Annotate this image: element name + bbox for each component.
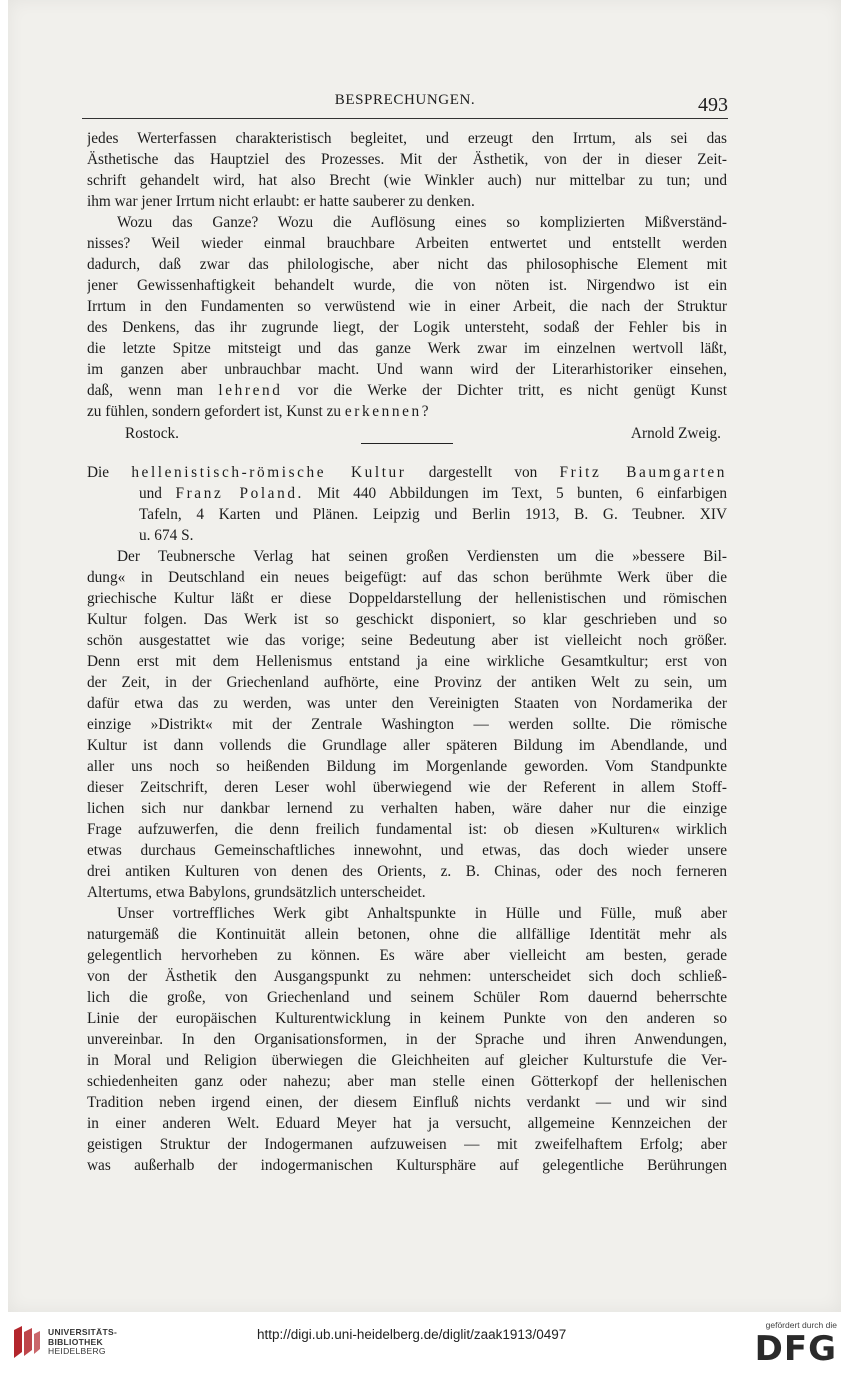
spaced-emphasis: erkennen? <box>344 403 432 420</box>
text-line: Linie der europäischen Kulturentwicklung in keinem Punkte von den anderen so <box>87 1010 727 1027</box>
text-line: Kultur folgen. Das Werk ist so geschickt disponiert, so klar geschrieben und so <box>87 611 727 628</box>
text-span: Mit 440 Abbildungen im Text, 5 bunten, 6 einfarbigen <box>304 485 727 502</box>
text-line: griechische Kultur läßt er diese Doppeldarstellung der hellenistischen und römischen <box>87 590 727 607</box>
funding-caption: gefördert durch die <box>765 1320 837 1330</box>
text-line: aller uns noch so heißenden Bildung im Morgenlande geworden. Vom Standpunkte <box>87 758 727 775</box>
text-line: schrift gehandelt wird, hat also Brecht (wie Winkler auch) nur mittelbar zu tun; und <box>87 172 727 189</box>
text-line: Wozu das Ganze? Wozu die Auflösung eines so komplizierten Mißverständ- <box>117 214 727 231</box>
text-line: jener Gewissenhaftigkeit behandelt wurde, die von nöten ist. Nirgendwo ist ein <box>87 277 727 294</box>
scanned-page <box>8 0 841 1312</box>
text-line: dadurch, daß zwar das philologische, aber nicht das philosophische Element mit <box>87 256 727 273</box>
text-line: naturgemäß die Kontinuität allein betonen, ohne die allfällige Identität mehr als <box>87 926 727 943</box>
review-heading-line: Tafeln, 4 Karten und Plänen. Leipzig und Berlin 1913, B. G. Teubner. XIV <box>139 506 727 523</box>
text-line: die letzte Spitze mitsteigt und das ganze Werk zwar im einzelnen wertvoll läßt, <box>87 340 727 357</box>
signature-author: Arnold Zweig. <box>630 425 721 442</box>
text-span: Die <box>87 464 132 481</box>
text-line: Ästhetische das Hauptziel des Prozesses. Mit der Ästhetik, von der in dieser Zeit- <box>87 151 727 168</box>
text-span: dargestellt von <box>406 464 560 481</box>
signature-place: Rostock. <box>125 425 179 442</box>
text-line: des Denkens, das ihr zugrunde liegt, der Logik untersteht, sodaß der Fehler bis in <box>87 319 727 336</box>
text-line: Der Teubnersche Verlag hat seinen großen Verdiensten um die »bessere Bil- <box>117 548 727 565</box>
text-line: einzige »Distrikt« mit der Zentrale Washington — werden sollte. Die römische <box>87 716 727 733</box>
text-line: Altertums, etwa Babylons, grundsätzlich unterscheidet. <box>87 884 426 901</box>
review-heading-line <box>87 483 727 504</box>
running-title: BESPRECHUNGEN. <box>334 92 476 108</box>
review-signature <box>87 422 727 446</box>
text-span: daß, wenn man <box>87 382 219 399</box>
book-title: hellenistisch-römische Kultur <box>131 464 407 481</box>
section-gap <box>87 446 727 462</box>
text-span: und <box>139 485 176 502</box>
text-line: dieser Zeitschrift, deren Leser wohl überwiegend wie der Referent in allem Stoff- <box>87 779 727 796</box>
text-line: geistigen Struktur der Indogermanen aufzuweisen — mit zweifelhaftem Erfolg; aber <box>87 1136 727 1153</box>
viewer-footer <box>0 1312 849 1374</box>
text-span: vor die Werke der Dichter tritt, es nicht genügt Kunst <box>282 382 727 399</box>
text-line: unvereinbar. In den Organisationsformen, in der Sprache und ihren Anwendungen, <box>87 1031 727 1048</box>
university-library-logo-icon <box>10 1322 44 1362</box>
library-name <box>48 1328 117 1357</box>
review-heading-line: u. 674 S. <box>139 527 194 544</box>
text-line: drei antiken Kulturen von denen des Orients, z. B. Chinas, oder des noch ferneren <box>87 863 727 880</box>
text-line: Unser vortreffliches Werk gibt Anhaltspunkte in Hülle und Fülle, muß aber <box>117 905 727 922</box>
text-line: Frage aufzuwerfen, die denn freilich fundamental ist: ob diesen »Kulturen« wirklich <box>87 821 727 838</box>
text-line: lichen sich nur dankbar lernend zu verhalten haben, wäre daher nur die einzige <box>87 800 727 817</box>
text-line: im ganzen aber unbrauchbar macht. Und wann wird der Literarhistoriker einsehen, <box>87 361 727 378</box>
text-line: Kultur ist dann vollends die Grundlage aller späteren Bildung im Abendlande, und <box>87 737 727 754</box>
library-name-line: UNIVERSITÄTS- <box>48 1327 118 1337</box>
permalink-url[interactable]: http://digi.ub.uni-heidelberg.de/diglit/zaak1913/0497 <box>257 1327 567 1342</box>
text-line: Irrtum in den Fundamenten so verwüstend wie in einer Arbeit, die nach der Struktur <box>87 298 727 315</box>
library-name-line: HEIDELBERG <box>48 1346 106 1356</box>
page-body <box>87 128 727 1176</box>
review-heading-line <box>87 462 727 483</box>
text-line: etwas durchaus Gemeinschaftliches innewohnt, und etwas, das doch wieder unsere <box>87 842 727 859</box>
text-line: dafür etwa das zu werden, was unter den Vereinigten Staaten von Nordamerika der <box>87 695 727 712</box>
author-name: Fritz Baumgarten <box>559 464 727 481</box>
text-line <box>87 380 727 401</box>
text-line: was außerhalb der indogermanischen Kultursphäre auf gelegentliche Berührungen <box>87 1157 727 1174</box>
text-line: in Moral und Religion überwiegen die Gleichheiten auf gleicher Kulturstufe die Ver- <box>87 1052 727 1069</box>
text-line: dung« in Deutschland ein neues beigefügt: auf das schon berühmte Werk über die <box>87 569 727 586</box>
text-line: der Zeit, in der Griechenland aufhörte, eine Provinz der antiken Welt zu sein, um <box>87 674 727 691</box>
text-line: jedes Werterfassen charakteristisch begleitet, und erzeugt den Irrtum, als sei das <box>87 130 727 147</box>
text-line: in einer anderen Welt. Eduard Meyer hat ja versucht, allgemeine Kennzeichen der <box>87 1115 727 1132</box>
separator-rule <box>361 443 453 444</box>
text-line: von der Ästhetik den Ausgangspunkt zu nehmen: unterscheidet sich doch schließ- <box>87 968 727 985</box>
text-line: nisses? Weil wieder einmal brauchbare Arbeiten entwertet und entstellt werden <box>87 235 727 252</box>
text-line: lich die große, von Griechenland und seinem Schüler Rom dauernd beherrschte <box>87 989 727 1006</box>
dfg-logo: DFG <box>754 1329 837 1369</box>
text-line <box>87 401 727 422</box>
library-name-line: BIBLIOTHEK <box>48 1336 103 1347</box>
text-span: zu fühlen, sondern gefordert ist, Kunst zu <box>87 403 345 420</box>
text-line: Denn erst mit dem Hellenismus entstand ja eine wirkliche Gesamtkultur; erst von <box>87 653 727 670</box>
text-line: Tradition neben irgend einen, der diesem Einfluß nichts verdankt — und wir sind <box>87 1094 727 1111</box>
text-line: schön ausgestattet wie das vorige; seine Bedeutung aber ist vielleicht noch größer. <box>87 632 727 649</box>
text-line: schiedenheiten ganz oder nahezu; aber man stelle einen Götterkopf der hellenischen <box>87 1073 727 1090</box>
text-line: gelegentlich hervorheben zu können. Es wäre aber vielleicht am besten, gerade <box>87 947 727 964</box>
author-name: Franz Poland. <box>175 485 304 502</box>
spaced-emphasis: lehrend <box>218 382 283 399</box>
running-header <box>82 92 728 119</box>
page-number: 493 <box>698 94 728 116</box>
text-line: ihm war jener Irrtum nicht erlaubt: er hatte sauberer zu denken. <box>87 193 475 210</box>
